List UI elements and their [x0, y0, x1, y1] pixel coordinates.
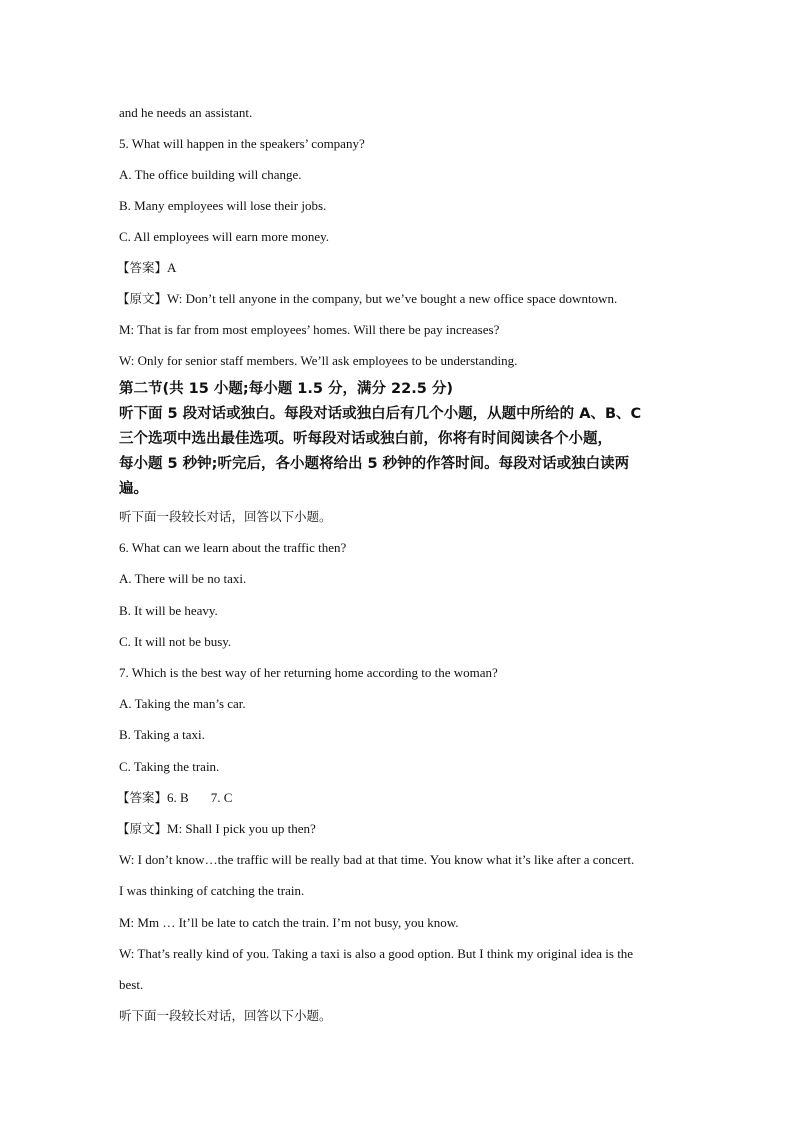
answer-value: A: [167, 260, 177, 275]
transcript-5-woman: W: Only for senior staff members. We’ll ask employees to be understanding.: [119, 353, 518, 368]
question-7-option-b: B. Taking a taxi.: [119, 727, 205, 742]
transcript-line: W: Don’t tell anyone in the company, but we’ve bought a new office space downtown.: [167, 291, 618, 306]
transcript-label: 【原文】: [117, 821, 168, 836]
question-7-option-c: C. Taking the train.: [119, 759, 220, 774]
transcript-5: [117, 291, 617, 307]
answer-7-value: 7. C: [210, 790, 233, 805]
transcript-6-7-woman-1: W: I don’t know…the traffic will be really bad at that time. You know what it’s like after a concert.: [119, 852, 635, 867]
question-6-option-c: C. It will not be busy.: [119, 634, 232, 649]
answer-label: 【答案】: [117, 260, 168, 275]
question-5-option-c: C. All employees will earn more money.: [119, 229, 329, 244]
answer-6-7: [117, 790, 232, 806]
section-2-instructions-1: 听下面 5 段对话或独白。每段对话或独白后有几个小题，从题中所给的 A、B、C: [119, 406, 642, 422]
question-5-option-b: B. Many employees will lose their jobs.: [119, 198, 327, 213]
section-2-instructions-3: 每小题 5 秒钟;听完后，各小题将给出 5 秒钟的作答时间。每段对话或独白读两: [119, 456, 630, 472]
section-2-title: 第二节(共 15 小题;每小题 1.5 分，满分 22.5 分): [119, 381, 453, 397]
question-5: 5. What will happen in the speakers’ company?: [119, 136, 365, 151]
transcript-5-man: M: That is far from most employees’ homes. Will there be pay increases?: [119, 322, 500, 337]
question-6-option-a: A. There will be no taxi.: [119, 571, 247, 586]
transcript-6-7-man: M: Mm … It’ll be late to catch the train. I’m not busy, you know.: [119, 915, 459, 930]
answer-6-value: 6. B: [167, 790, 189, 805]
transcript-label: 【原文】: [117, 291, 168, 306]
question-6: 6. What can we learn about the traffic then?: [119, 540, 347, 555]
answer-label: 【答案】: [117, 790, 168, 805]
transcript-6-7-woman-2: W: That’s really kind of you. Taking a taxi is also a good option. But I think my original idea is the: [119, 946, 634, 961]
section-2-instructions-4: 遍。: [119, 481, 148, 497]
question-7-option-a: A. Taking the man’s car.: [119, 696, 246, 711]
transcript-6-7-woman-2-cont: best.: [119, 977, 144, 992]
listening-prompt-2: 听下面一段较长对话，回答以下小题。: [119, 1008, 332, 1023]
question-7: 7. Which is the best way of her returning home according to the woman?: [119, 665, 498, 680]
section-2-instructions-2: 三个选项中选出最佳选项。听每段对话或独白前，你将有时间阅读各个小题，: [119, 431, 612, 447]
transcript-6-7: [117, 821, 316, 837]
passage-continuation-line: and he needs an assistant.: [119, 105, 253, 120]
question-6-option-b: B. It will be heavy.: [119, 603, 218, 618]
transcript-6-7-woman-1-cont: I was thinking of catching the train.: [119, 883, 305, 898]
listening-prompt-1: 听下面一段较长对话，回答以下小题。: [119, 509, 332, 524]
answer-5: [117, 260, 176, 276]
question-5-option-a: A. The office building will change.: [119, 167, 302, 182]
transcript-line: M: Shall I pick you up then?: [167, 821, 316, 836]
